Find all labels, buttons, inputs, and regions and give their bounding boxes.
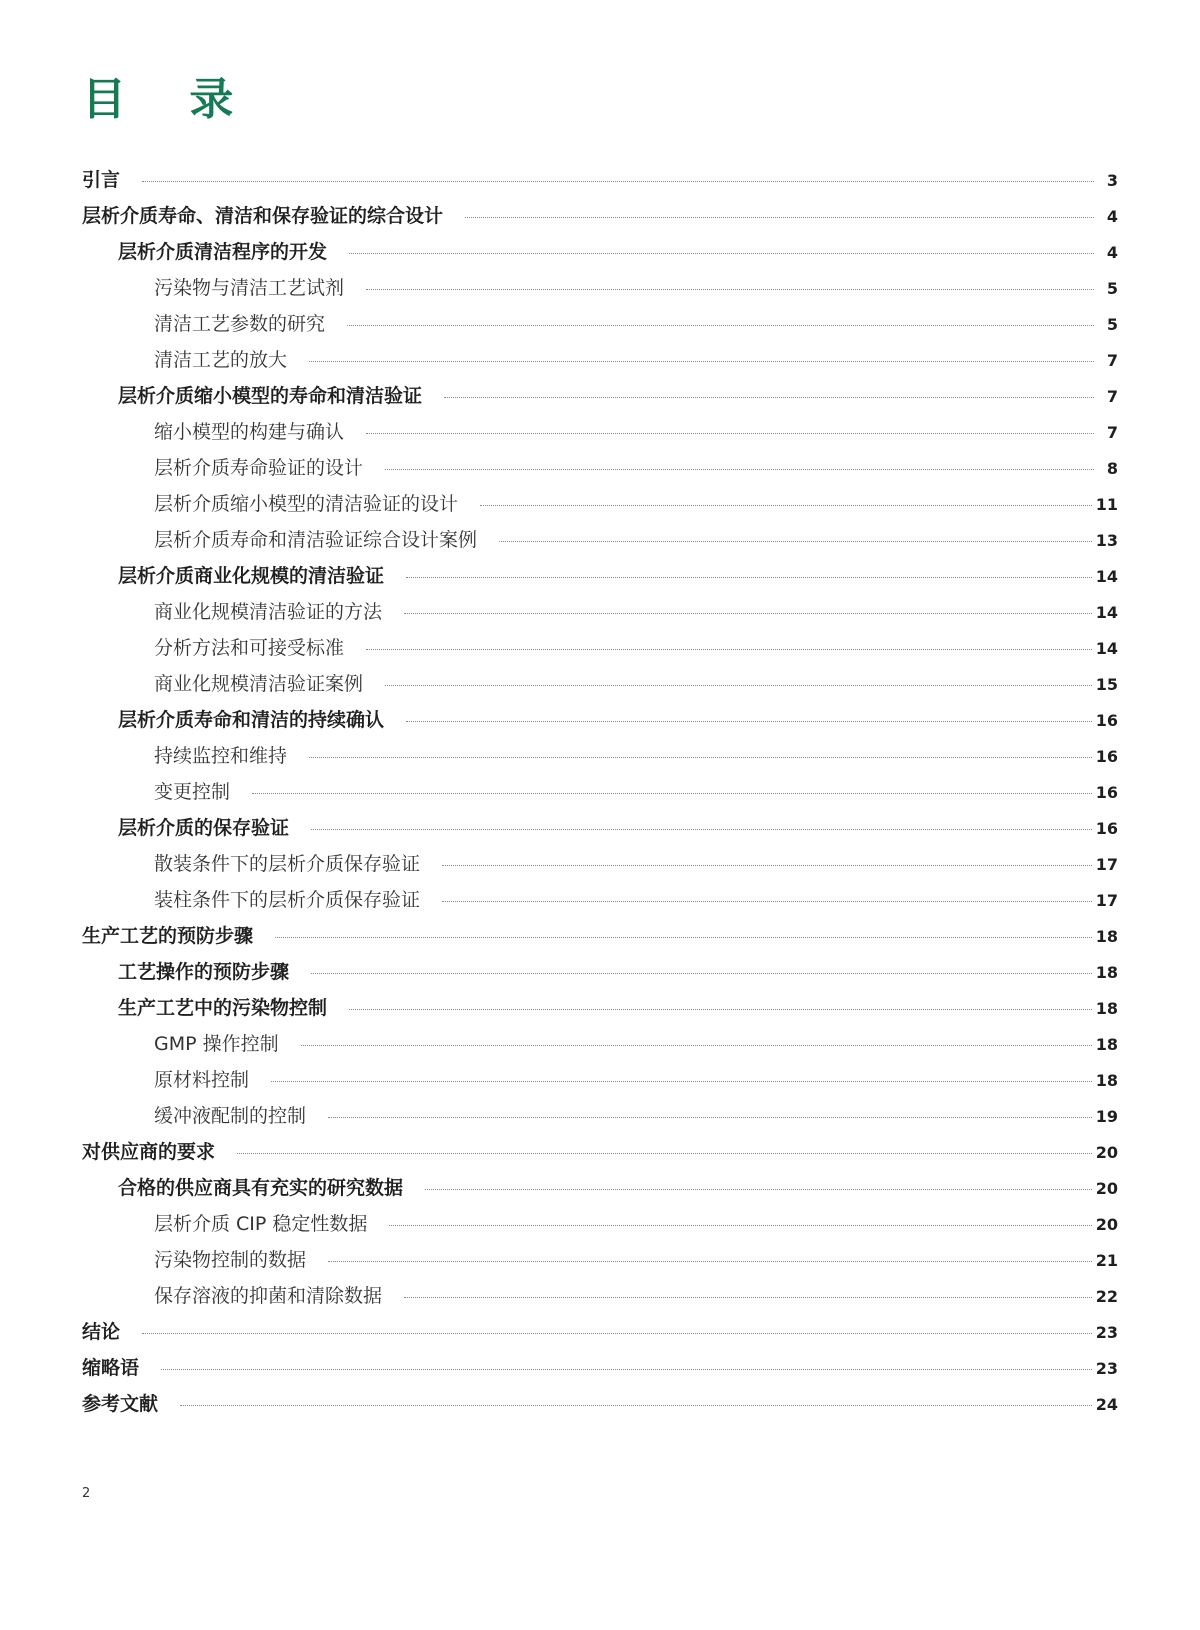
toc-entry-title[interactable]: 合格的供应商具有充实的研究数据 — [118, 1177, 404, 1199]
toc-entry-page[interactable]: 18 — [1095, 926, 1118, 946]
toc-dot-leader — [180, 1405, 1092, 1406]
toc-entry-level-3[interactable] — [82, 846, 1118, 882]
toc-entry-title[interactable]: 层析介质寿命和清洁验证综合设计案例 — [154, 529, 478, 551]
toc-entry-page[interactable]: 20 — [1095, 1178, 1118, 1198]
toc-entry-level-1[interactable] — [82, 1314, 1118, 1350]
toc-dot-leader — [237, 1153, 1092, 1154]
toc-dot-leader — [347, 325, 1094, 326]
toc-dot-leader — [442, 865, 1092, 866]
toc-entry-level-2[interactable] — [82, 1170, 1118, 1206]
toc-entry-title[interactable]: 清洁工艺的放大 — [154, 349, 288, 371]
toc-dot-leader — [142, 181, 1094, 182]
toc-entry-level-2[interactable] — [82, 954, 1118, 990]
toc-entry-page[interactable]: 7 — [1106, 422, 1118, 442]
toc-entry-level-3[interactable] — [82, 630, 1118, 666]
toc-entry-level-3[interactable] — [82, 1242, 1118, 1278]
toc-dot-leader — [385, 469, 1094, 470]
toc-entry-level-3[interactable] — [82, 1098, 1118, 1134]
toc-entry-title[interactable]: 层析介质 CIP 稳定性数据 — [154, 1213, 368, 1235]
toc-dot-leader — [309, 361, 1094, 362]
toc-entry-level-2[interactable] — [82, 234, 1118, 270]
toc-entry-page[interactable]: 5 — [1106, 314, 1118, 334]
toc-entry-page[interactable]: 18 — [1095, 962, 1118, 982]
toc-dot-leader — [311, 973, 1092, 974]
toc-entry-page[interactable]: 7 — [1106, 386, 1118, 406]
toc-dot-leader — [406, 577, 1092, 578]
toc-dot-leader — [252, 793, 1092, 794]
toc-entry-title[interactable]: 分析方法和可接受标准 — [154, 637, 345, 659]
toc-dot-leader — [385, 685, 1092, 686]
toc-entry-page[interactable]: 17 — [1095, 890, 1118, 910]
toc-entry-title[interactable]: 装柱条件下的层析介质保存验证 — [154, 889, 421, 911]
toc-entry-page[interactable]: 14 — [1095, 602, 1118, 622]
toc-entry-page[interactable]: 20 — [1095, 1214, 1118, 1234]
toc-dot-leader — [311, 829, 1092, 830]
toc-dot-leader — [404, 613, 1092, 614]
toc-entry-level-3[interactable] — [82, 450, 1118, 486]
toc-dot-leader — [366, 649, 1092, 650]
toc-entry-page[interactable]: 20 — [1095, 1142, 1118, 1162]
toc-dot-leader — [499, 541, 1092, 542]
toc-dot-leader — [328, 1261, 1092, 1262]
toc-dot-leader — [366, 289, 1094, 290]
toc-entry-level-1[interactable] — [82, 1134, 1118, 1170]
toc-entry-title[interactable]: 持续监控和维持 — [154, 745, 288, 767]
toc-entry-page[interactable]: 17 — [1095, 854, 1118, 874]
toc-entry-title[interactable]: 缓冲液配制的控制 — [154, 1105, 307, 1127]
toc-entry-title[interactable]: 污染物与清洁工艺试剂 — [154, 277, 345, 299]
page-title: 目 录 — [82, 74, 258, 125]
toc-entry-level-2[interactable] — [82, 990, 1118, 1026]
toc-entry-title[interactable]: 生产工艺的预防步骤 — [82, 925, 254, 947]
toc-entry-title[interactable]: 参考文献 — [82, 1393, 159, 1415]
toc-entry-title[interactable]: 散装条件下的层析介质保存验证 — [154, 853, 421, 875]
toc-entry-page[interactable]: 19 — [1095, 1106, 1118, 1126]
toc-entry-level-3[interactable] — [82, 774, 1118, 810]
toc-entry-title[interactable]: 缩略语 — [82, 1357, 140, 1379]
toc-entry-level-3[interactable] — [82, 414, 1118, 450]
toc-entry-page[interactable]: 24 — [1095, 1394, 1118, 1414]
toc-entry-level-3[interactable] — [82, 1206, 1118, 1242]
toc-entry-title[interactable]: 结论 — [82, 1321, 121, 1343]
toc-entry-page[interactable]: 16 — [1095, 818, 1118, 838]
toc-dot-leader — [275, 937, 1092, 938]
toc-entry-page[interactable]: 23 — [1095, 1322, 1118, 1342]
toc-entry-page[interactable]: 3 — [1106, 170, 1118, 190]
toc-entry-level-2[interactable] — [82, 558, 1118, 594]
toc-entry-title[interactable]: 原材料控制 — [154, 1069, 250, 1091]
toc-dot-leader — [444, 397, 1094, 398]
toc-entry-level-2[interactable] — [82, 810, 1118, 846]
toc-entry-page[interactable]: 14 — [1095, 566, 1118, 586]
toc-entry-title[interactable]: 缩小模型的构建与确认 — [154, 421, 345, 443]
toc-entry-level-2[interactable] — [82, 378, 1118, 414]
toc-dot-leader — [142, 1333, 1092, 1334]
toc-entry-title[interactable]: 层析介质寿命和清洁的持续确认 — [118, 709, 385, 731]
toc-dot-leader — [349, 1009, 1092, 1010]
toc-entry-page[interactable]: 16 — [1095, 782, 1118, 802]
page-number: 2 — [82, 1486, 91, 1501]
toc-entry-page[interactable]: 22 — [1095, 1286, 1118, 1306]
toc-entry-page[interactable]: 18 — [1095, 998, 1118, 1018]
toc-dot-leader — [349, 253, 1094, 254]
toc-dot-leader — [366, 433, 1094, 434]
toc-entry-title[interactable]: 层析介质清洁程序的开发 — [118, 241, 328, 263]
toc-entry-title[interactable]: 污染物控制的数据 — [154, 1249, 307, 1271]
toc-entry-title[interactable]: 商业化规模清洁验证案例 — [154, 673, 364, 695]
toc-entry-page[interactable]: 21 — [1095, 1250, 1118, 1270]
toc-entry-level-3[interactable] — [82, 594, 1118, 630]
toc-entry-page[interactable]: 18 — [1095, 1070, 1118, 1090]
toc-entry-level-1[interactable] — [82, 1386, 1118, 1422]
toc-dot-leader — [406, 721, 1092, 722]
toc-entry-level-3[interactable] — [82, 306, 1118, 342]
toc-entry-page[interactable]: 5 — [1106, 278, 1118, 298]
toc-entry-page[interactable]: 11 — [1095, 494, 1118, 514]
toc-dot-leader — [442, 901, 1092, 902]
toc-entry-page[interactable]: 16 — [1095, 746, 1118, 766]
toc-entry-page[interactable]: 14 — [1095, 638, 1118, 658]
toc-dot-leader — [480, 505, 1092, 506]
toc-entry-page[interactable]: 8 — [1106, 458, 1118, 478]
toc-dot-leader — [328, 1117, 1092, 1118]
toc-dot-leader — [425, 1189, 1092, 1190]
toc-entry-page[interactable]: 16 — [1095, 710, 1118, 730]
toc-entry-level-1[interactable] — [82, 918, 1118, 954]
toc-dot-leader — [389, 1225, 1091, 1226]
toc-entry-page[interactable]: 13 — [1095, 530, 1118, 550]
toc-entry-page[interactable]: 15 — [1095, 674, 1118, 694]
toc-entry-level-3[interactable] — [82, 666, 1118, 702]
toc-entry-level-3[interactable] — [82, 342, 1118, 378]
toc-entry-title[interactable]: GMP 操作控制 — [154, 1033, 279, 1055]
toc-entry-page[interactable]: 18 — [1095, 1034, 1118, 1054]
toc-entry-level-3[interactable] — [82, 1278, 1118, 1314]
toc-entry-title[interactable]: 清洁工艺参数的研究 — [154, 313, 326, 335]
toc-entry-title[interactable]: 商业化规模清洁验证的方法 — [154, 601, 383, 623]
toc-entry-title[interactable]: 层析介质寿命验证的设计 — [154, 457, 364, 479]
toc-entry-title[interactable]: 层析介质缩小模型的清洁验证的设计 — [154, 493, 459, 515]
toc-entry-level-3[interactable] — [82, 738, 1118, 774]
toc-dot-leader — [404, 1297, 1092, 1298]
toc-entry-page[interactable]: 4 — [1106, 206, 1118, 226]
toc-entry-level-3[interactable] — [82, 270, 1118, 306]
toc-entry-page[interactable]: 7 — [1106, 350, 1118, 370]
toc-entry-level-3[interactable] — [82, 486, 1118, 522]
toc-entry-title[interactable]: 保存溶液的抑菌和清除数据 — [154, 1285, 383, 1307]
toc-entry-title[interactable]: 变更控制 — [154, 781, 231, 803]
toc-entry-title[interactable]: 层析介质商业化规模的清洁验证 — [118, 565, 385, 587]
toc-entry-level-1[interactable] — [82, 1350, 1118, 1386]
toc-entry-title[interactable]: 对供应商的要求 — [82, 1141, 216, 1163]
toc-dot-leader — [301, 1045, 1092, 1046]
toc-entry-title[interactable]: 层析介质缩小模型的寿命和清洁验证 — [118, 385, 423, 407]
toc-dot-leader — [309, 757, 1092, 758]
toc-entry-page[interactable]: 4 — [1106, 242, 1118, 262]
toc-dot-leader — [271, 1081, 1092, 1082]
toc-entry-level-3[interactable] — [82, 882, 1118, 918]
toc-entry-level-3[interactable] — [82, 522, 1118, 558]
toc-entry-level-3[interactable] — [82, 1026, 1118, 1062]
toc-entry-title[interactable]: 生产工艺中的污染物控制 — [118, 997, 328, 1019]
table-of-contents — [82, 162, 1118, 1422]
toc-dot-leader — [161, 1369, 1092, 1370]
toc-entry-title[interactable]: 工艺操作的预防步骤 — [118, 961, 290, 983]
toc-entry-page[interactable]: 23 — [1095, 1358, 1118, 1378]
toc-entry-level-3[interactable] — [82, 1062, 1118, 1098]
toc-entry-title[interactable]: 层析介质寿命、清洁和保存验证的综合设计 — [82, 205, 444, 227]
toc-entry-title[interactable]: 层析介质的保存验证 — [118, 817, 290, 839]
toc-entry-level-1[interactable] — [82, 162, 1118, 198]
toc-entry-level-1[interactable] — [82, 198, 1118, 234]
toc-entry-level-2[interactable] — [82, 702, 1118, 738]
toc-entry-title[interactable]: 引言 — [82, 169, 121, 191]
toc-dot-leader — [465, 217, 1094, 218]
